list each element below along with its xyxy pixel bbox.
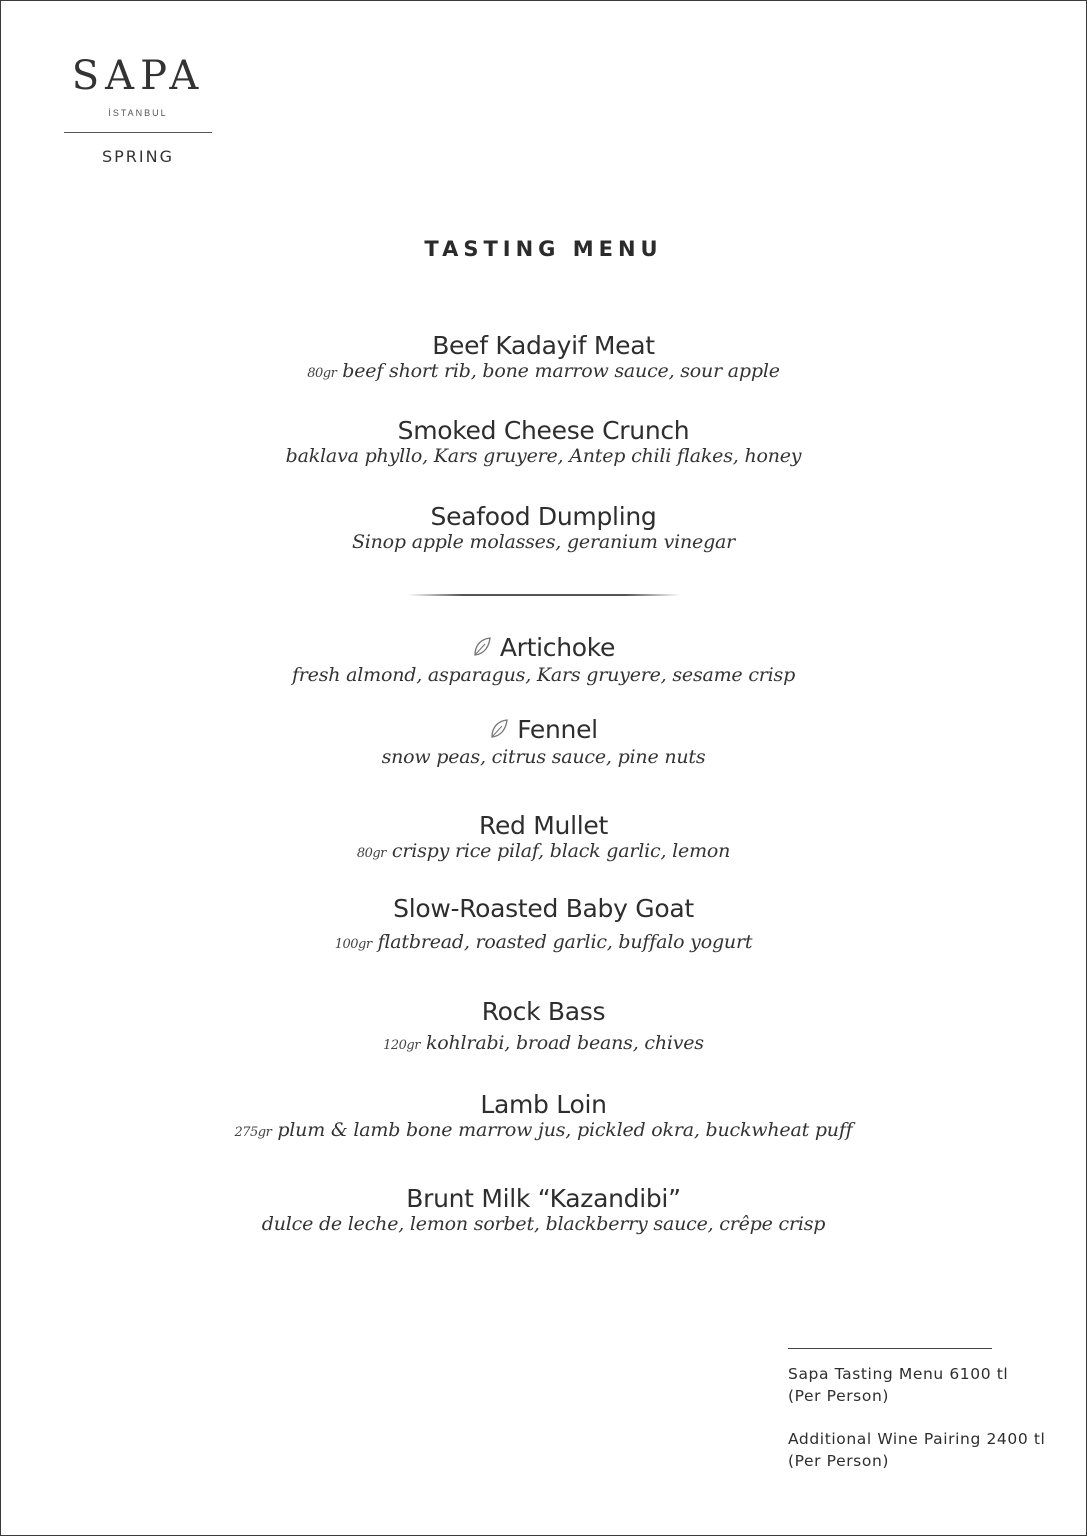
dish-item xyxy=(0,715,1087,769)
wine-pairing-price: Additional Wine Pairing 2400 tl xyxy=(788,1430,1046,1448)
dish-description: 275gr plum & lamb bone marrow jus, pickled okra, buckwheat puff xyxy=(234,1119,853,1141)
dish-description: baklava phyllo, Kars gruyere, Antep chili flakes, honey xyxy=(285,445,802,467)
pricing-block xyxy=(788,1348,1058,1472)
dish-description: fresh almond, asparagus, Kars gruyere, sesame crisp xyxy=(291,664,796,686)
dish-description: dulce de leche, lemon sorbet, blackberry sauce, crêpe crisp xyxy=(261,1213,826,1235)
dish-description: 120gr kohlrabi, broad beans, chives xyxy=(383,1032,704,1054)
section-divider xyxy=(408,594,680,596)
dish-item xyxy=(0,502,1087,554)
dish-item xyxy=(0,416,1087,468)
menu-price: Sapa Tasting Menu 6100 tl xyxy=(788,1365,1009,1383)
dish-item xyxy=(0,1090,1087,1145)
dish-item xyxy=(0,997,1087,1058)
dish-weight: 275gr xyxy=(234,1125,272,1140)
logo-divider xyxy=(64,132,212,133)
dish-weight: 100gr xyxy=(334,937,372,952)
dish-description: Sinop apple molasses, geranium vinegar xyxy=(351,531,736,553)
menu-title: TASTING MENU xyxy=(424,237,663,261)
menu-price-note: (Per Person) xyxy=(788,1387,890,1405)
dish-description: snow peas, citrus sauce, pine nuts xyxy=(381,746,706,768)
dish-description: 80gr beef short rib, bone marrow sauce, sour apple xyxy=(307,360,780,382)
dish-item xyxy=(0,331,1087,386)
restaurant-logo xyxy=(64,54,212,166)
dish-description: 100gr flatbread, roasted garlic, buffalo yogurt xyxy=(334,931,753,953)
dish-weight: 120gr xyxy=(383,1038,420,1053)
dish-item xyxy=(0,894,1087,957)
dish-name: Seafood Dumpling xyxy=(430,502,657,531)
brand-name: SAPA xyxy=(71,53,205,99)
leaf-icon xyxy=(472,635,492,665)
dish-name: Beef Kadayif Meat xyxy=(432,331,655,360)
brand-city: İSTANBUL xyxy=(108,108,168,118)
dish-weight: 80gr xyxy=(307,366,337,381)
dish-name: Slow-Roasted Baby Goat xyxy=(393,894,694,923)
dish-description: 80gr crispy rice pilaf, black garlic, lemon xyxy=(356,840,731,862)
dish-name: Rock Bass xyxy=(481,997,606,1026)
dish-name: Artichoke xyxy=(0,633,1087,665)
season-label: SPRING xyxy=(101,147,174,166)
wine-pairing-note: (Per Person) xyxy=(788,1452,890,1470)
dish-name: Brunt Milk “Kazandibi” xyxy=(406,1184,681,1213)
dish-weight: 80gr xyxy=(356,846,386,861)
dish-item xyxy=(0,633,1087,687)
dish-name: Lamb Loin xyxy=(480,1090,607,1119)
leaf-icon xyxy=(489,717,509,747)
dish-name: Smoked Cheese Crunch xyxy=(397,416,690,445)
dish-name: Red Mullet xyxy=(479,811,608,840)
dish-item xyxy=(0,811,1087,866)
dish-item xyxy=(0,1184,1087,1236)
dish-name: Fennel xyxy=(0,715,1087,747)
